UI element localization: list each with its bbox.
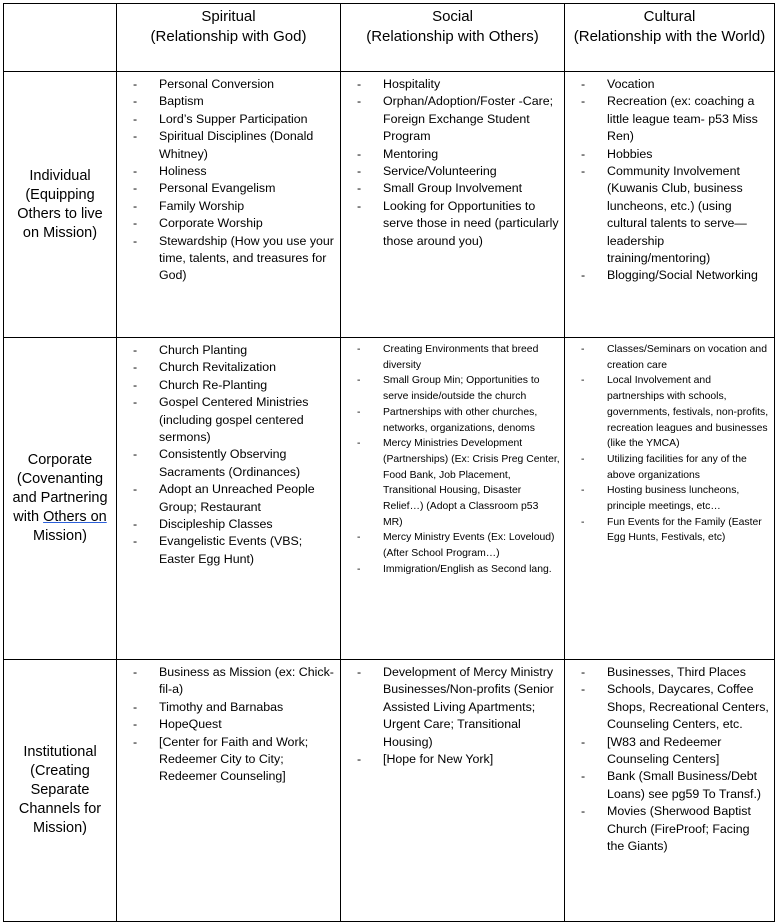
list-item: - Fun Events for the Family (Easter Egg Hunts, Festivals, etc) [565,515,770,546]
cell-corporate-spiritual [117,338,341,660]
list-item: - Small Group Involvement [341,180,560,197]
list-item: - Stewardship (How you use your time, talents, and treasures for God) [117,233,336,285]
list-item: - Gospel Centered Ministries (including gospel centered sermons) [117,394,336,446]
list-item: - Discipleship Classes [117,516,336,533]
cell-individual-cultural [565,72,775,338]
list-item: - Hosting business luncheons, principle meetings, etc… [565,483,770,514]
list-item: - Church Re-Planting [117,377,336,394]
list-item: - Movies (Sherwood Baptist Church (FireProof; Facing the Giants) [565,803,770,855]
item-list [565,660,774,855]
list-item: - Development of Mercy Ministry Businesses/Non-profits (Senior Assisted Living Apartments; Urgent Care; Transitional Housing) [341,664,560,751]
row-corporate [4,338,775,660]
row-description: (Creating Separate Channels for Mission) [18,763,102,836]
row-title: Institutional [23,744,97,760]
header-cultural [565,4,775,72]
list-item: - Holiness [117,163,336,180]
cell-institutional-social [341,660,565,922]
list-item: - Orphan/Adoption/Foster -Care; Foreign Exchange Student Program [341,93,560,145]
header-social [341,4,565,72]
list-item: - [Hope for New York] [341,751,560,768]
list-item: - Church Revitalization [117,359,336,376]
row-description-text: (Covenanting and Partnering with [12,471,108,525]
list-item: - Bank (Small Business/Debt Loans) see pg59 To Transf.) [565,768,770,803]
list-item: - Mercy Ministry Events (Ex: Loveloud) (After School Program…) [341,530,560,561]
cell-corporate-social [341,338,565,660]
header-subtitle: (Relationship with Others) [366,28,539,45]
list-item: - Evangelistic Events (VBS; Easter Egg Hunt) [117,533,336,568]
list-item: - Blogging/Social Networking [565,267,770,284]
list-item: - Looking for Opportunities to serve those in need (particularly those around you) [341,198,560,250]
row-description-text: Mission) [33,528,87,544]
row-description: (Equipping Others to live on Mission) [17,186,103,241]
list-item: - Consistently Observing Sacraments (Ordinances) [117,446,336,481]
header-title: Cultural [643,8,696,25]
header-spiritual [117,4,341,72]
header-subtitle: (Relationship with God) [150,28,307,45]
list-item: - Church Planting [117,342,336,359]
list-item: - Classes/Seminars on vocation and creation care [565,342,770,373]
cell-individual-spiritual [117,72,341,338]
header-title: Social [432,8,473,25]
item-list [117,72,340,285]
list-item: - Local Involvement and partnerships with schools, governments, festivals, non-profits, recreation leagues and businesses (like the YMCA) [565,373,770,452]
cell-institutional-spiritual [117,660,341,922]
list-item: - Recreation (ex: coaching a little league team- p53 Miss Ren) [565,93,770,145]
list-item: - Vocation [565,76,770,93]
item-list [341,338,564,578]
list-item: - Personal Evangelism [117,180,336,197]
list-item: - Personal Conversion [117,76,336,93]
item-list [117,338,340,568]
row-description-underlined: Others on [43,509,107,525]
list-item: - Adopt an Unreached People Group; Restaurant [117,481,336,516]
list-item: - Baptism [117,93,336,110]
list-item: - Business as Mission (ex: Chick-fil-a) [117,664,336,699]
list-item: - Utilizing facilities for any of the above organizations [565,452,770,483]
list-item: - Mercy Ministries Development (Partnerships) (Ex: Crisis Preg Center, Food Bank, Job Placement, Transitional Housing, Disaster Relief…) (Adopt a Classroom p53 MR) [341,436,560,530]
list-item: - Hospitality [341,76,560,93]
item-list [117,660,340,786]
row-header-institutional [4,660,117,922]
list-item: - Community Involvement (Kuwanis Club, business luncheons, etc.) (using cultural talents to serve—leadership training/mentoring) [565,163,770,267]
row-header-individual [4,72,117,338]
list-item: - Small Group Min; Opportunities to serve inside/outside the church [341,373,560,404]
row-title: Individual [29,167,91,184]
item-list [341,72,564,250]
header-title: Spiritual [201,8,256,25]
row-description [4,470,116,546]
cell-individual-social [341,72,565,338]
item-list [565,338,774,546]
header-row [4,4,775,72]
list-item: - Mentoring [341,146,560,163]
list-item: - Spiritual Disciplines (Donald Whitney) [117,128,336,163]
row-title: Corporate [27,452,93,468]
list-item: - Hobbies [565,146,770,163]
list-item: - Corporate Worship [117,215,336,232]
corner-cell [4,4,117,72]
cell-institutional-cultural [565,660,775,922]
list-item: - HopeQuest [117,716,336,733]
item-list [565,72,774,285]
list-item: - [W83 and Redeemer Counseling Centers] [565,734,770,769]
list-item: - Family Worship [117,198,336,215]
list-item: - Timothy and Barnabas [117,699,336,716]
list-item: - Service/Volunteering [341,163,560,180]
mission-matrix-table [3,3,775,922]
list-item: - [Center for Faith and Work; Redeemer City to City; Redeemer Counseling] [117,734,336,786]
row-individual [4,72,775,338]
item-list [341,660,564,768]
row-header-corporate [4,338,117,660]
header-subtitle: (Relationship with the World) [573,28,766,45]
list-item: - Schools, Daycares, Coffee Shops, Recreational Centers, Counseling Centers, etc. [565,681,770,733]
row-institutional [4,660,775,922]
list-item: - Immigration/English as Second lang. [341,562,560,578]
list-item: - Creating Environments that breed diversity [341,342,560,373]
list-item: - Lord’s Supper Participation [117,111,336,128]
list-item: - Partnerships with other churches, networks, organizations, denoms [341,405,560,436]
cell-corporate-cultural [565,338,775,660]
list-item: - Businesses, Third Places [565,664,770,681]
